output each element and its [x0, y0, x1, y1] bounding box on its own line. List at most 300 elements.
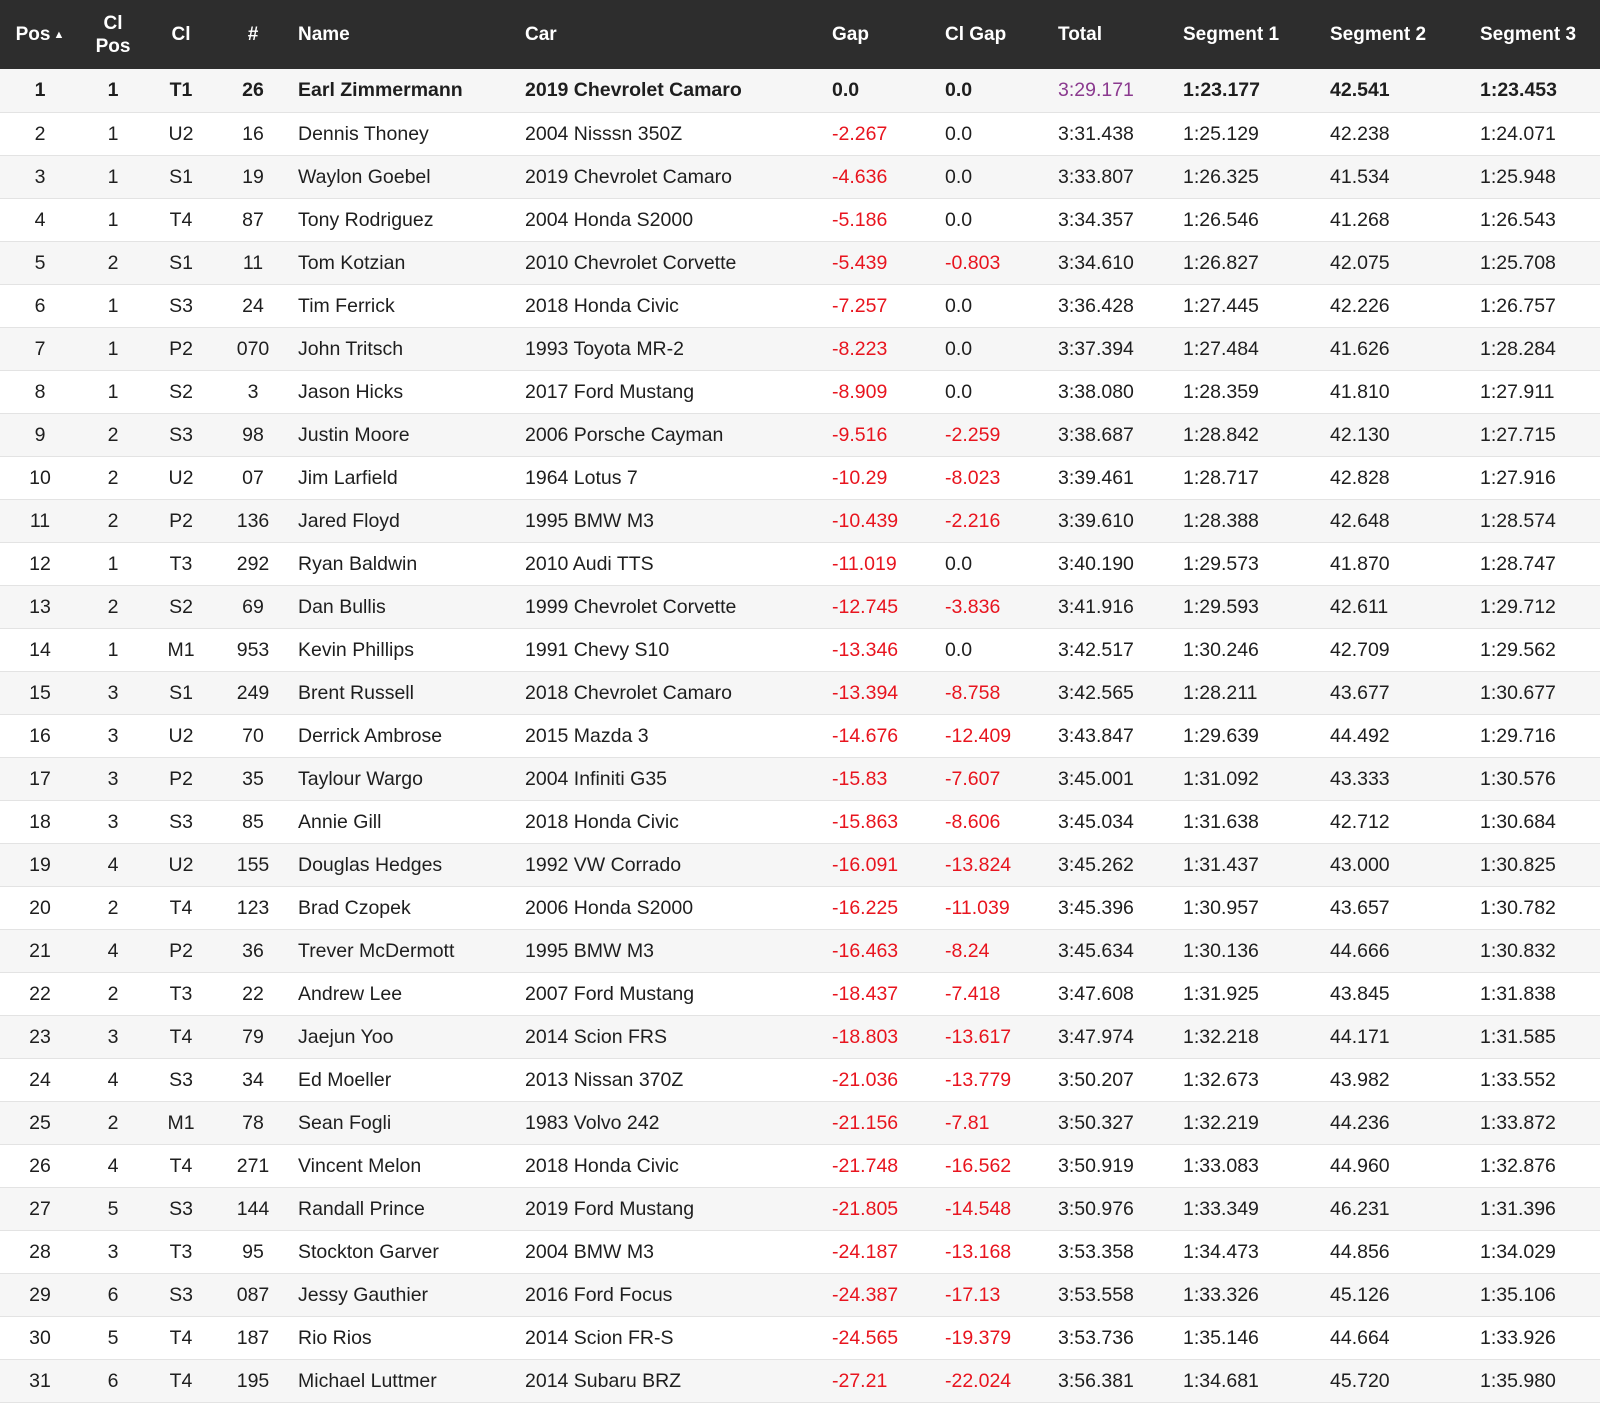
cell-car: 1995 BMW M3 [525, 509, 654, 532]
cell-gap: -15.83 [832, 767, 888, 790]
cell-car-number: 87 [242, 208, 264, 231]
cell-segment-3: 1:30.677 [1480, 681, 1556, 704]
cell-pos: 30 [29, 1326, 51, 1349]
cell-car: 1999 Chevrolet Corvette [525, 595, 737, 618]
cell-segment-3: 1:33.552 [1480, 1068, 1556, 1091]
cell-car-number: 953 [236, 638, 270, 661]
cell-segment-2: 42.130 [1330, 423, 1390, 446]
cell-car: 2018 Honda Civic [525, 294, 679, 317]
cell-driver-name: Michael Luttmer [298, 1369, 437, 1392]
cell-gap: -21.748 [832, 1154, 899, 1177]
cell-total: 3:34.610 [1058, 251, 1134, 274]
cell-segment-3: 1:23.453 [1480, 79, 1557, 102]
cell-total: 3:50.327 [1058, 1111, 1134, 1134]
table-row[interactable] [0, 929, 1600, 972]
cell-car: 2016 Ford Focus [525, 1283, 673, 1306]
cell-car-number: 292 [236, 552, 270, 575]
header-name-label: Name [298, 24, 350, 45]
header-cl[interactable] [146, 0, 216, 69]
cell-pos: 16 [29, 724, 51, 747]
cell-segment-2: 42.075 [1330, 251, 1390, 274]
cell-car: 2019 Chevrolet Camaro [525, 165, 733, 188]
cell-segment-1: 1:31.092 [1183, 767, 1259, 790]
cell-cl-gap: 0.0 [945, 294, 973, 317]
cell-segment-3: 1:35.106 [1480, 1283, 1556, 1306]
cell-cl-gap: -13.779 [945, 1068, 1012, 1091]
cell-cl-gap: -8.023 [945, 466, 1001, 489]
table-row[interactable] [0, 1273, 1600, 1316]
table-row[interactable] [0, 542, 1600, 585]
table-row[interactable] [0, 198, 1600, 241]
cell-segment-2: 44.856 [1330, 1240, 1390, 1263]
header-name[interactable] [290, 0, 525, 69]
cell-cl-gap: -7.607 [945, 767, 1001, 790]
cell-segment-2: 42.611 [1330, 595, 1389, 618]
cell-segment-1: 1:32.219 [1183, 1111, 1259, 1134]
header-cl-gap[interactable] [945, 0, 1058, 69]
cell-segment-1: 1:26.325 [1183, 165, 1259, 188]
cell-segment-1: 1:27.484 [1183, 337, 1259, 360]
cell-total: 3:45.001 [1058, 767, 1134, 790]
header-segment-1-label: Segment 1 [1183, 24, 1280, 45]
cell-driver-name: Stockton Garver [298, 1240, 439, 1263]
cell-gap: -16.463 [832, 939, 899, 962]
cell-driver-name: Derrick Ambrose [298, 724, 443, 747]
cell-segment-1: 1:33.326 [1183, 1283, 1259, 1306]
cell-cl-gap: -0.803 [945, 251, 1001, 274]
cell-segment-3: 1:33.872 [1480, 1111, 1556, 1134]
cell-car: 1964 Lotus 7 [525, 466, 638, 489]
cell-segment-1: 1:28.717 [1183, 466, 1259, 489]
cell-car: 2018 Chevrolet Camaro [525, 681, 733, 704]
cell-pos: 13 [29, 595, 51, 618]
cell-class: S2 [169, 595, 193, 618]
cell-car: 2018 Honda Civic [525, 1154, 679, 1177]
cell-class: T4 [169, 1326, 193, 1349]
cell-gap: -21.805 [832, 1197, 899, 1220]
cell-car-number: 78 [242, 1111, 264, 1134]
cell-gap: -5.186 [832, 208, 888, 231]
cell-cl-pos: 1 [107, 208, 119, 231]
cell-total: 3:38.080 [1058, 380, 1134, 403]
table-row[interactable] [0, 714, 1600, 757]
cell-class: S2 [169, 380, 193, 403]
cell-car: 2019 Ford Mustang [525, 1197, 695, 1220]
cell-segment-1: 1:31.638 [1183, 810, 1259, 833]
cell-cl-gap: -14.548 [945, 1197, 1012, 1220]
table-row[interactable] [0, 413, 1600, 456]
cell-pos: 8 [34, 380, 46, 403]
cell-segment-1: 1:31.437 [1183, 853, 1259, 876]
cell-total: 3:40.190 [1058, 552, 1134, 575]
cell-cl-pos: 3 [107, 767, 119, 790]
cell-class: T1 [169, 79, 193, 102]
cell-cl-pos: 3 [107, 1025, 119, 1048]
cell-driver-name: Jared Floyd [298, 509, 400, 532]
cell-car-number: 36 [242, 939, 264, 962]
cell-gap: -16.091 [832, 853, 899, 876]
cell-driver-name: Tim Ferrick [298, 294, 395, 317]
cell-car-number: 11 [242, 251, 264, 274]
cell-pos: 21 [29, 939, 51, 962]
cell-cl-pos: 2 [107, 423, 119, 446]
cell-car-number: 187 [236, 1326, 270, 1349]
cell-pos: 2 [34, 122, 46, 145]
cell-pos: 31 [29, 1369, 51, 1392]
cell-gap: -13.394 [832, 681, 899, 704]
sort-ascending-icon: ▲ [53, 28, 65, 41]
cell-total: 3:43.847 [1058, 724, 1134, 747]
cell-segment-3: 1:28.284 [1480, 337, 1556, 360]
cell-car-number: 69 [242, 595, 264, 618]
cell-gap: -12.745 [832, 595, 899, 618]
cell-car-number: 22 [242, 982, 264, 1005]
cell-class: P2 [169, 939, 193, 962]
cell-gap: -2.267 [832, 122, 888, 145]
cell-total: 3:34.357 [1058, 208, 1134, 231]
cell-car: 2004 Honda S2000 [525, 208, 694, 231]
cell-segment-2: 43.000 [1330, 853, 1390, 876]
cell-segment-1: 1:33.083 [1183, 1154, 1259, 1177]
table-row[interactable] [0, 800, 1600, 843]
cell-cl-gap: -13.168 [945, 1240, 1012, 1263]
cell-cl-pos: 2 [107, 595, 119, 618]
header-segment-3[interactable] [1480, 0, 1600, 69]
cell-car-number: 144 [236, 1197, 270, 1220]
cell-segment-1: 1:28.842 [1183, 423, 1259, 446]
cell-segment-1: 1:28.211 [1183, 681, 1258, 704]
cell-cl-pos: 2 [107, 466, 119, 489]
cell-car-number: 35 [242, 767, 264, 790]
table-row[interactable] [0, 671, 1600, 714]
cell-cl-gap: 0.0 [945, 337, 973, 360]
table-row[interactable] [0, 327, 1600, 370]
cell-car: 2017 Ford Mustang [525, 380, 695, 403]
cell-total: 3:41.916 [1058, 595, 1134, 618]
cell-class: U2 [168, 122, 194, 145]
cell-driver-name: Waylon Goebel [298, 165, 431, 188]
cell-gap: -4.636 [832, 165, 888, 188]
cell-segment-2: 42.828 [1330, 466, 1390, 489]
cell-gap: -10.439 [832, 509, 899, 532]
cell-pos: 6 [34, 294, 46, 317]
cell-segment-1: 1:31.925 [1183, 982, 1259, 1005]
cell-driver-name: Ed Moeller [298, 1068, 392, 1091]
cell-gap: -8.909 [832, 380, 888, 403]
cell-gap: -8.223 [832, 337, 888, 360]
cell-class: T3 [169, 982, 193, 1005]
cell-total: 3:37.394 [1058, 337, 1134, 360]
cell-car: 2019 Chevrolet Camaro [525, 79, 742, 102]
cell-segment-2: 43.845 [1330, 982, 1390, 1005]
table-row[interactable] [0, 456, 1600, 499]
cell-cl-pos: 2 [107, 509, 119, 532]
cell-gap: -27.21 [832, 1369, 888, 1392]
cell-pos: 22 [29, 982, 51, 1005]
cell-car: 1993 Toyota MR-2 [525, 337, 684, 360]
cell-cl-pos: 4 [107, 853, 119, 876]
table-row[interactable] [0, 1187, 1600, 1230]
cell-car-number: 07 [242, 466, 264, 489]
cell-segment-2: 46.231 [1330, 1197, 1390, 1220]
cell-class: T3 [169, 1240, 193, 1263]
table-row[interactable] [0, 628, 1600, 671]
cell-gap: -9.516 [832, 423, 888, 446]
cell-driver-name: Trever McDermott [298, 939, 455, 962]
cell-cl-gap: 0.0 [945, 380, 973, 403]
cell-cl-gap: -22.024 [945, 1369, 1012, 1392]
table-row[interactable] [0, 972, 1600, 1015]
cell-car: 2018 Honda Civic [525, 810, 679, 833]
cell-class: T4 [169, 1154, 193, 1177]
cell-class: S1 [169, 681, 193, 704]
cell-segment-3: 1:27.911 [1480, 380, 1555, 403]
cell-cl-gap: -13.617 [945, 1025, 1012, 1048]
cell-car-number: 136 [236, 509, 270, 532]
cell-gap: -21.156 [832, 1111, 899, 1134]
cell-driver-name: Annie Gill [298, 810, 382, 833]
cell-segment-1: 1:26.827 [1183, 251, 1259, 274]
cell-total: 3:42.565 [1058, 681, 1134, 704]
header-pos[interactable] [0, 0, 80, 69]
cell-car-number: 195 [236, 1369, 270, 1392]
cell-cl-gap: -8.606 [945, 810, 1001, 833]
cell-class: S1 [169, 251, 193, 274]
cell-segment-1: 1:26.546 [1183, 208, 1259, 231]
cell-cl-pos: 1 [107, 337, 119, 360]
cell-driver-name: Dan Bullis [298, 595, 386, 618]
cell-cl-gap: -13.824 [945, 853, 1012, 876]
cell-cl-gap: 0.0 [945, 638, 973, 661]
cell-driver-name: Tony Rodriguez [298, 208, 434, 231]
cell-cl-gap: -8.24 [945, 939, 990, 962]
cell-segment-3: 1:29.562 [1480, 638, 1556, 661]
table-row[interactable] [0, 585, 1600, 628]
cell-segment-3: 1:35.980 [1480, 1369, 1556, 1392]
cell-gap: -18.803 [832, 1025, 899, 1048]
cell-car: 2004 Infiniti G35 [525, 767, 668, 790]
cell-cl-gap: -3.836 [945, 595, 1001, 618]
cell-segment-1: 1:30.136 [1183, 939, 1259, 962]
table-row[interactable] [0, 1101, 1600, 1144]
cell-car-number: 249 [236, 681, 270, 704]
cell-class: P2 [169, 767, 193, 790]
cell-pos: 10 [29, 466, 51, 489]
header-gap[interactable] [832, 0, 945, 69]
cell-segment-1: 1:28.388 [1183, 509, 1259, 532]
cell-class: S1 [169, 165, 193, 188]
cell-cl-pos: 1 [107, 294, 119, 317]
cell-driver-name: Jessy Gauthier [298, 1283, 429, 1306]
cell-cl-gap: -8.758 [945, 681, 1001, 704]
cell-segment-2: 44.666 [1330, 939, 1390, 962]
cell-car: 2004 BMW M3 [525, 1240, 654, 1263]
cell-segment-2: 41.626 [1330, 337, 1390, 360]
cell-segment-2: 42.648 [1330, 509, 1390, 532]
cell-driver-name: Tom Kotzian [298, 251, 406, 274]
cell-pos: 28 [29, 1240, 51, 1263]
cell-segment-3: 1:27.916 [1480, 466, 1556, 489]
cell-segment-2: 43.982 [1330, 1068, 1390, 1091]
table-row[interactable] [0, 112, 1600, 155]
cell-total: 3:53.358 [1058, 1240, 1134, 1263]
cell-segment-3: 1:27.715 [1480, 423, 1556, 446]
cell-cl-pos: 1 [107, 165, 119, 188]
cell-car-number: 34 [242, 1068, 264, 1091]
header-cl-gap-label: Cl Gap [945, 24, 1007, 45]
table-row[interactable] [0, 284, 1600, 327]
header-pos-label: Pos [15, 23, 51, 45]
cell-car-number: 123 [236, 896, 270, 919]
cell-car-number: 155 [236, 853, 270, 876]
cell-segment-3: 1:29.712 [1480, 595, 1556, 618]
cell-cl-pos: 2 [107, 251, 119, 274]
cell-driver-name: Dennis Thoney [298, 122, 429, 145]
table-row[interactable] [0, 1316, 1600, 1359]
cell-driver-name: Brad Czopek [298, 896, 411, 919]
cell-total: 3:50.207 [1058, 1068, 1134, 1091]
cell-pos: 27 [29, 1197, 51, 1220]
cell-cl-pos: 4 [107, 1068, 119, 1091]
cell-driver-name: Taylour Wargo [298, 767, 423, 790]
table-header [0, 0, 1600, 69]
table-row[interactable] [0, 886, 1600, 929]
table-row[interactable] [0, 499, 1600, 542]
table-row[interactable] [0, 1015, 1600, 1058]
cell-segment-2: 41.268 [1330, 208, 1390, 231]
cell-car: 2014 Scion FR-S [525, 1326, 674, 1349]
cell-cl-pos: 1 [107, 79, 119, 102]
cell-segment-1: 1:27.445 [1183, 294, 1259, 317]
cell-segment-2: 43.333 [1330, 767, 1390, 790]
cell-total: 3:50.919 [1058, 1154, 1134, 1177]
cell-total: 3:56.381 [1058, 1369, 1134, 1392]
cell-pos: 1 [34, 79, 46, 102]
cell-segment-3: 1:30.782 [1480, 896, 1556, 919]
cell-segment-3: 1:33.926 [1480, 1326, 1556, 1349]
cell-segment-3: 1:31.838 [1480, 982, 1556, 1005]
cell-driver-name: Sean Fogli [298, 1111, 392, 1134]
cell-pos: 26 [29, 1154, 51, 1177]
cell-cl-pos: 6 [107, 1369, 119, 1392]
header-cl-pos[interactable] [80, 0, 146, 69]
cell-driver-name: Rio Rios [298, 1326, 372, 1349]
cell-total: 3:45.262 [1058, 853, 1134, 876]
cell-driver-name: Justin Moore [298, 423, 410, 446]
cell-segment-1: 1:30.246 [1183, 638, 1259, 661]
cell-car-number: 16 [242, 122, 264, 145]
table-row[interactable] [0, 843, 1600, 886]
cell-segment-2: 41.810 [1330, 380, 1390, 403]
cell-gap: -16.225 [832, 896, 899, 919]
cell-segment-1: 1:28.359 [1183, 380, 1259, 403]
cell-cl-pos: 1 [107, 122, 119, 145]
cell-segment-3: 1:25.708 [1480, 251, 1556, 274]
cell-cl-gap: 0.0 [945, 79, 973, 102]
table-row[interactable] [0, 155, 1600, 198]
header-segment-2[interactable] [1330, 0, 1480, 69]
cell-segment-1: 1:30.957 [1183, 896, 1259, 919]
cell-pos: 29 [29, 1283, 51, 1306]
cell-gap: -7.257 [832, 294, 888, 317]
cell-total: 3:45.034 [1058, 810, 1134, 833]
cell-segment-2: 42.238 [1330, 122, 1390, 145]
cell-cl-pos: 2 [107, 896, 119, 919]
cell-total: 3:31.438 [1058, 122, 1134, 145]
header-total[interactable] [1058, 0, 1183, 69]
table-row[interactable] [0, 1058, 1600, 1101]
table-row[interactable] [0, 757, 1600, 800]
cell-pos: 17 [29, 767, 51, 790]
cell-segment-1: 1:29.573 [1183, 552, 1259, 575]
cell-class: P2 [169, 509, 193, 532]
cell-cl-gap: 0.0 [945, 208, 973, 231]
cell-cl-pos: 3 [107, 810, 119, 833]
cell-driver-name: Randall Prince [298, 1197, 425, 1220]
cell-car-number: 95 [242, 1240, 264, 1263]
header-num-label: # [247, 24, 259, 45]
cell-class: T4 [169, 1025, 193, 1048]
cell-car: 1995 BMW M3 [525, 939, 654, 962]
cell-total: 3:39.461 [1058, 466, 1134, 489]
cell-car: 2006 Porsche Cayman [525, 423, 724, 446]
table-row[interactable] [0, 1359, 1600, 1402]
table-row[interactable] [0, 1230, 1600, 1273]
cell-pos: 18 [29, 810, 51, 833]
header-car[interactable] [525, 0, 832, 69]
cell-segment-3: 1:30.832 [1480, 939, 1556, 962]
cell-segment-1: 1:34.681 [1183, 1369, 1259, 1392]
header-num[interactable] [216, 0, 290, 69]
cell-gap: -24.187 [832, 1240, 899, 1263]
cell-segment-3: 1:31.585 [1480, 1025, 1556, 1048]
table-row[interactable] [0, 1144, 1600, 1187]
cell-car-number: 3 [247, 380, 259, 403]
cell-segment-3: 1:24.071 [1480, 122, 1556, 145]
cell-segment-2: 44.236 [1330, 1111, 1390, 1134]
cell-car: 1991 Chevy S10 [525, 638, 670, 661]
cell-pos: 15 [29, 681, 51, 704]
cell-car-number: 70 [242, 724, 264, 747]
cell-pos: 3 [34, 165, 46, 188]
table-row[interactable] [0, 241, 1600, 284]
table-row[interactable] [0, 370, 1600, 413]
cell-cl-pos: 5 [107, 1197, 119, 1220]
cell-cl-pos: 5 [107, 1326, 119, 1349]
cell-driver-name: Andrew Lee [298, 982, 403, 1005]
table-row[interactable] [0, 69, 1600, 112]
cell-car: 1992 VW Corrado [525, 853, 682, 876]
cell-segment-2: 44.492 [1330, 724, 1390, 747]
cell-class: M1 [167, 638, 195, 661]
cell-gap: -24.565 [832, 1326, 899, 1349]
cell-total: 3:38.687 [1058, 423, 1134, 446]
cell-segment-2: 44.171 [1330, 1025, 1390, 1048]
cell-class: U2 [168, 724, 194, 747]
cell-segment-3: 1:26.543 [1480, 208, 1556, 231]
header-gap-label: Gap [832, 24, 869, 45]
cell-total: 3:29.171 [1058, 79, 1134, 102]
cell-class: S3 [169, 810, 193, 833]
cell-total: 3:45.634 [1058, 939, 1134, 962]
cell-cl-gap: -2.259 [945, 423, 1001, 446]
cell-pos: 14 [29, 638, 51, 661]
cell-segment-1: 1:34.473 [1183, 1240, 1259, 1263]
header-car-label: Car [525, 24, 557, 45]
cell-cl-gap: -11.039 [945, 896, 1010, 919]
header-row [0, 0, 1600, 69]
header-segment-1[interactable] [1183, 0, 1330, 69]
